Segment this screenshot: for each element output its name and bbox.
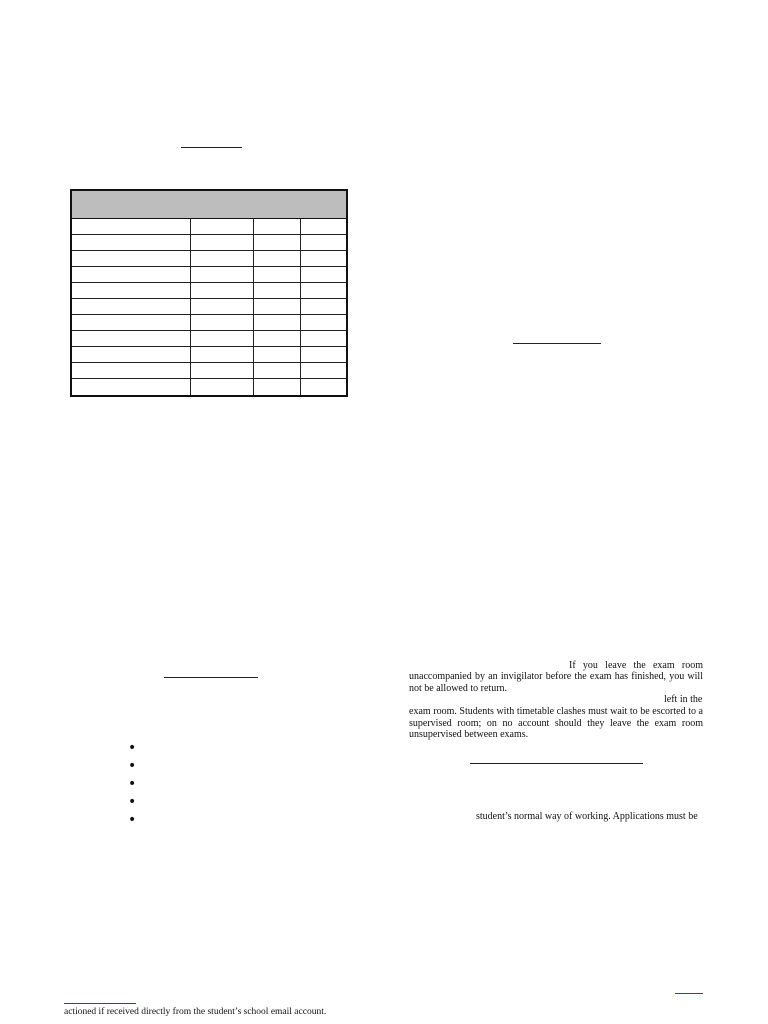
table-cell [72,379,190,396]
table-cell [72,299,190,315]
table-cell [253,219,300,235]
table-cell [72,363,190,379]
para2-body: exam room. Students with timetable clashes must wait to be escorted to a supervised room; on no account should they leave the exam room unsupervised between exams. [409,706,703,740]
table-cell [300,219,346,235]
table-cell [300,331,346,347]
table-row [72,363,346,379]
table-row [72,267,346,283]
bullet-5: • [128,812,137,828]
table-cell [72,235,190,251]
hyperlink-underline-right[interactable] [675,993,703,994]
table-row [72,315,346,331]
table-cell [72,347,190,363]
heading-underline-right [513,343,601,344]
table-cell [72,315,190,331]
table-cell [190,251,253,267]
bullet-4: • [128,794,137,810]
bullet-2: • [128,758,137,774]
table-row [72,283,346,299]
table-row [72,347,346,363]
table-cell [253,267,300,283]
table-body [72,219,346,395]
para1-body: unaccompanied by an invigilator before the exam has finished, you will not be allowed to return. [409,671,703,694]
results-table [70,189,348,397]
table-cell [190,315,253,331]
table-cell [190,347,253,363]
table-cell [300,379,346,396]
table-cell [253,363,300,379]
table-cell [190,267,253,283]
heading-underline-top [181,147,242,148]
table-cell [300,315,346,331]
table-cell [253,299,300,315]
table-cell [190,283,253,299]
para2-end: left in the [664,694,703,705]
table-cell [300,267,346,283]
table-cell [300,235,346,251]
table-cell [190,331,253,347]
table-row [72,379,346,396]
footnote-text: actioned if received directly from the student’s school email account. [64,1007,327,1017]
table-row [72,251,346,267]
bullet-3: • [128,776,137,792]
table-cell [300,363,346,379]
table-cell [72,283,190,299]
heading-underline-right-lower [470,763,643,764]
table-cell [253,283,300,299]
table-cell [72,331,190,347]
para1-start: If you leave the exam room [569,660,703,671]
table-cell [300,299,346,315]
table-cell [253,251,300,267]
heading-underline-left-lower [164,677,258,678]
table-row [72,331,346,347]
bullet-1: • [128,740,137,756]
table-row [72,219,346,235]
hyperlink-underline-left[interactable] [64,1003,136,1004]
table-cell [190,299,253,315]
table-cell [72,251,190,267]
table-cell [190,363,253,379]
table-cell [253,235,300,251]
table-header-row [72,191,346,219]
table-cell [72,219,190,235]
table-row [72,299,346,315]
table-cell [72,267,190,283]
table-cell [300,347,346,363]
para3-end: student’s normal way of working. Applications must be [476,811,698,822]
table-cell [253,347,300,363]
table-cell [190,219,253,235]
table-cell [253,331,300,347]
table-cell [300,251,346,267]
table-cell [190,235,253,251]
table-row [72,235,346,251]
table-cell [253,315,300,331]
table-cell [300,283,346,299]
table-cell [190,379,253,396]
table-cell [253,379,300,396]
